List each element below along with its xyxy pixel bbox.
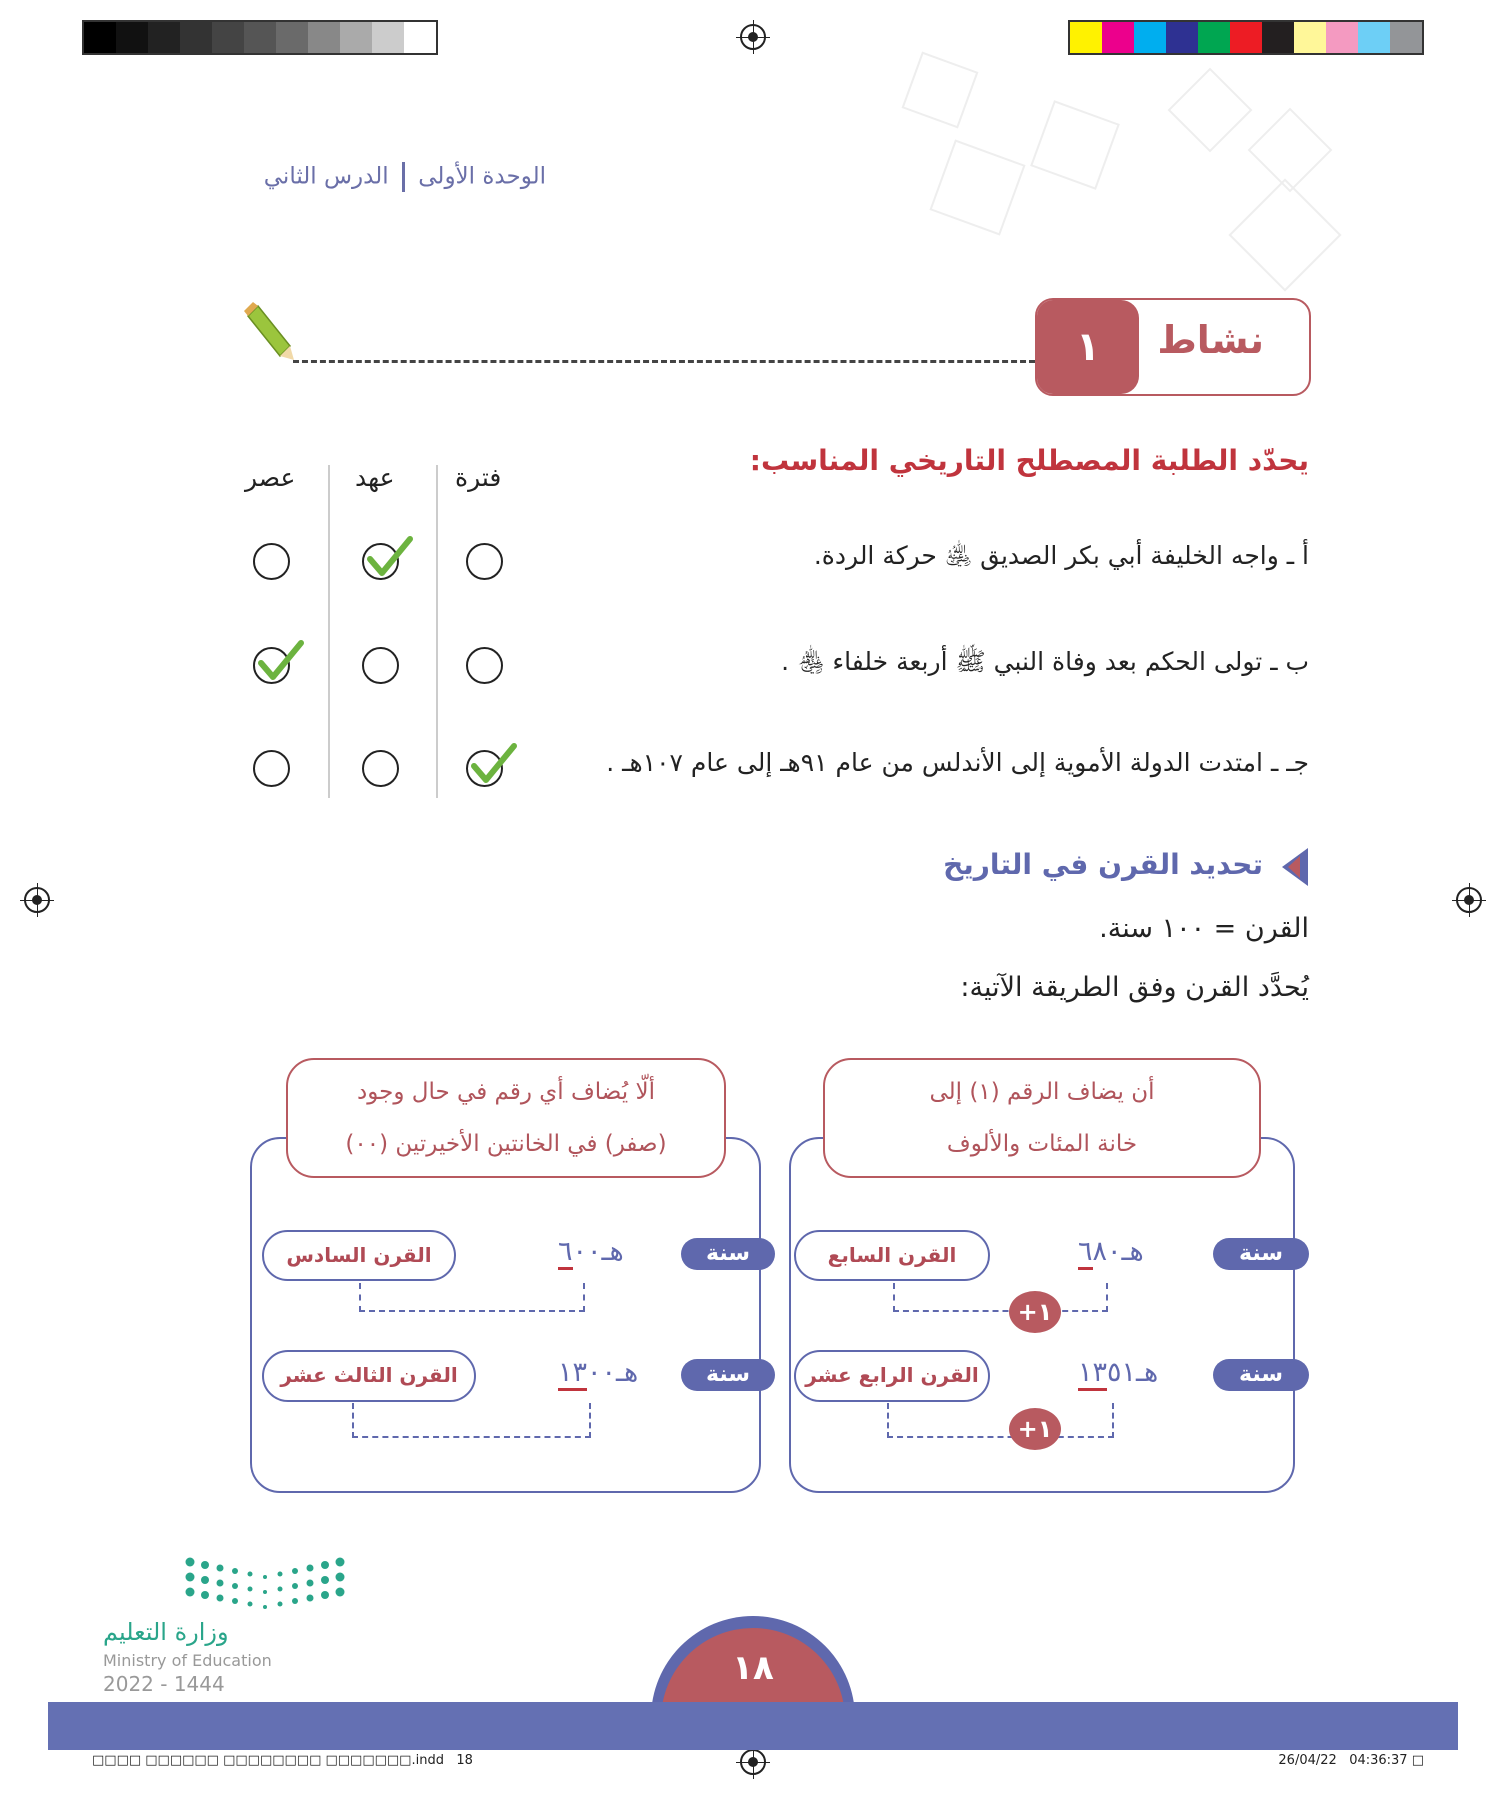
color-bar <box>1068 20 1424 55</box>
registration-mark-icon <box>1456 887 1482 913</box>
lesson-label: الدرس الثاني <box>263 163 389 190</box>
rule-label-right <box>823 1058 1261 1178</box>
statement-a: أ ـ واجه الخليفة أبي بكر الصديق ﵁ حركة الردة. <box>813 541 1309 570</box>
year-pill: سنة <box>681 1359 775 1391</box>
print-timestamp: 26/04/22 04:36:37 □ <box>1278 1753 1424 1768</box>
century-definition: القرن = ١٠٠ سنة. <box>1099 913 1309 944</box>
grayscale-bar <box>82 20 438 55</box>
instruction-title: يحدّد الطلبة المصطلح التاريخي المناسب: <box>749 444 1309 477</box>
registration-mark-icon <box>740 1749 766 1775</box>
answer-radio[interactable] <box>362 647 399 684</box>
rule-label-line: ألّا يُضاف أي رقم في حال وجود <box>357 1079 655 1105</box>
method-intro: يُحدَّد القرن وفق الطريقة الآتية: <box>960 972 1309 1003</box>
remaining-digits: ٥١ <box>1107 1357 1137 1388</box>
pencil-icon <box>240 300 300 365</box>
highlighted-digits: ١٣ <box>558 1357 587 1391</box>
century-result: القرن السابع <box>794 1230 990 1281</box>
unit-label: الوحدة الأولى <box>418 163 546 190</box>
remaining-digits: ٠٠ <box>572 1236 602 1267</box>
hijri-suffix: هـ <box>616 1357 639 1388</box>
dashed-line <box>293 360 1035 363</box>
decorative-square <box>902 52 979 129</box>
activity-badge <box>1035 298 1311 396</box>
rule-label-left <box>286 1058 726 1178</box>
checkmark-icon <box>470 740 518 788</box>
statement-b: ب ـ تولى الحكم بعد وفاة النبي ﷺ أربعة خلفاء ﵃ . <box>781 647 1309 676</box>
edition-year: 2022 - 1444 <box>103 1672 225 1696</box>
highlighted-digits: ٦ <box>1078 1236 1093 1270</box>
checkmark-icon <box>366 533 414 581</box>
year-pill: سنة <box>1213 1238 1309 1270</box>
breadcrumb-divider <box>402 162 405 192</box>
century-result: القرن السادس <box>262 1230 456 1281</box>
chevron-left-icon <box>1278 846 1310 888</box>
answer-radio[interactable] <box>466 647 503 684</box>
footer-band <box>48 1702 1458 1750</box>
year-pill: سنة <box>681 1238 775 1270</box>
activity-label: نشاط <box>1157 318 1264 362</box>
connector-line <box>887 1403 1114 1438</box>
decorative-square <box>1030 100 1120 190</box>
century-result: القرن الثالث عشر <box>262 1350 476 1402</box>
file-info: □□□□ □□□□□□ □□□□□□□□ □□□□□□□.indd 18 <box>92 1753 473 1768</box>
answer-radio[interactable] <box>253 750 290 787</box>
activity-number: ١ <box>1037 300 1139 394</box>
answer-radio[interactable] <box>466 750 503 787</box>
year-pill: سنة <box>1213 1359 1309 1391</box>
rule-label-line: (صفر) في الخانتين الأخيرتين (٠٠) <box>345 1131 667 1157</box>
column-divider <box>328 465 330 798</box>
decorative-square <box>1168 68 1253 153</box>
connector-line <box>352 1403 591 1438</box>
breadcrumb <box>264 162 546 192</box>
year-value <box>1078 1236 1144 1267</box>
rule-box-left <box>250 1137 761 1493</box>
answer-radio[interactable] <box>253 647 290 684</box>
column-divider <box>436 465 438 798</box>
century-result: القرن الرابع عشر <box>794 1350 990 1402</box>
remaining-digits: ٠٠ <box>587 1357 617 1388</box>
connector-line <box>359 1283 585 1312</box>
rule-label-line: أن يضاف الرقم (١) إلى <box>929 1079 1155 1105</box>
statement-c: جـ ـ امتدت الدولة الأموية إلى الأندلس من عام ٩١هـ إلى عام ١٠٧هـ . <box>606 748 1309 777</box>
answer-radio[interactable] <box>362 750 399 787</box>
ministry-name-en: Ministry of Education <box>103 1651 272 1670</box>
ministry-name-ar: وزارة التعليم <box>103 1618 229 1646</box>
year-value <box>1078 1357 1158 1388</box>
year-value <box>558 1357 638 1388</box>
connector-line <box>893 1283 1108 1312</box>
column-header-fatra: فترة <box>455 463 502 492</box>
page-number: ١٨ <box>732 1648 774 1688</box>
registration-mark-icon <box>740 24 766 50</box>
hijri-suffix: هـ <box>1121 1236 1144 1267</box>
answer-radio[interactable] <box>362 543 399 580</box>
checkmark-icon <box>257 637 305 685</box>
answer-radio[interactable] <box>253 543 290 580</box>
year-value <box>558 1236 624 1267</box>
decorative-square <box>1228 178 1341 291</box>
plus-one-badge: +١ <box>1009 1408 1061 1450</box>
hijri-suffix: هـ <box>601 1236 624 1267</box>
remaining-digits: ٨٠ <box>1092 1236 1122 1267</box>
decorative-square <box>929 139 1025 235</box>
highlighted-digits: ٦ <box>558 1236 573 1270</box>
plus-one-badge: +١ <box>1009 1291 1061 1333</box>
rule-label-line: خانة المئات والألوف <box>946 1131 1138 1157</box>
answer-radio[interactable] <box>466 543 503 580</box>
column-header-asr: عصر <box>245 463 296 492</box>
ministry-logo-icon <box>184 1556 346 1614</box>
column-header-ahd: عهد <box>355 463 395 492</box>
decorative-square <box>1248 108 1333 193</box>
section-title: تحديد القرن في التاريخ <box>943 848 1263 881</box>
highlighted-digits: ١٣ <box>1078 1357 1107 1391</box>
registration-mark-icon <box>24 887 50 913</box>
hijri-suffix: هـ <box>1136 1357 1159 1388</box>
